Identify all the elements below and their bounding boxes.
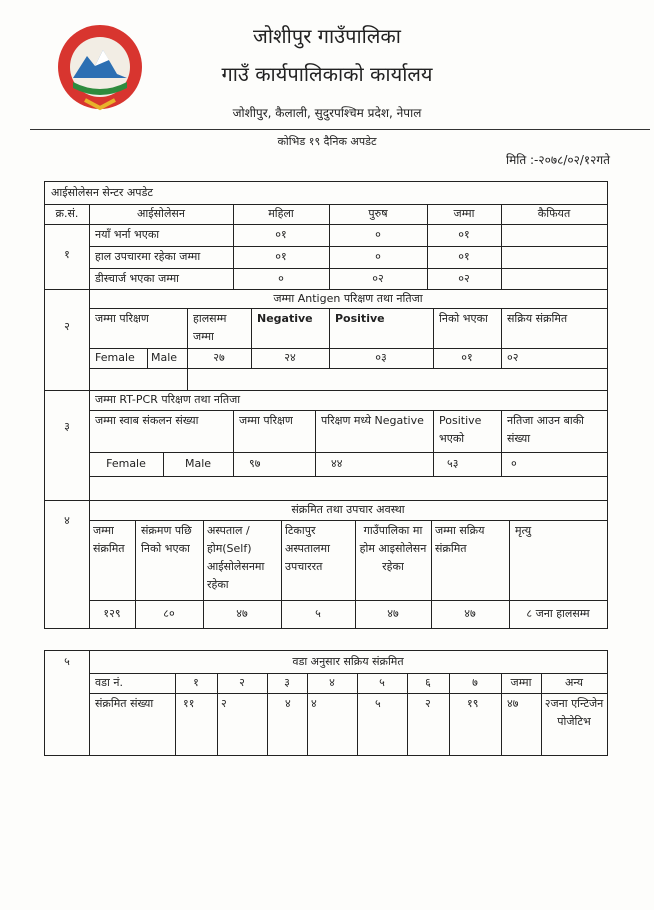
- office-name: गाउँ कार्यपालिकाको कार्यालय: [221, 62, 433, 86]
- col-header-ward-number: ७: [472, 676, 478, 689]
- col-header: गाउँपालिका मा होम आइसोलेसन रहेका: [359, 524, 427, 573]
- row-label: हाल उपचारमा रहेका जम्मा: [95, 250, 201, 263]
- male-label: Male: [184, 457, 212, 470]
- col-header: मृत्यु: [515, 524, 532, 537]
- cell-value: ०२: [372, 272, 384, 285]
- row-label: डीस्चार्ज भएका जम्मा: [95, 272, 179, 285]
- col-header-male: पुरुष: [368, 207, 388, 220]
- cell-value: २: [425, 697, 431, 710]
- cell-value: १९: [467, 697, 479, 710]
- cell-value: ११: [183, 697, 195, 710]
- serial-number: ४: [64, 514, 70, 527]
- cell-value: ४७: [236, 607, 248, 620]
- cell-value: २७: [213, 351, 225, 364]
- cell-value: ४: [285, 697, 291, 710]
- cell-value: १२९: [103, 607, 121, 620]
- col-header-ward-number: ६: [425, 676, 431, 689]
- col-header: जम्मा स्वाब संकलन संख्या: [95, 414, 199, 427]
- row-label: नयाँ भर्ना भएका: [95, 228, 160, 241]
- cell-value: ५: [315, 607, 321, 620]
- cell-value: ४७: [464, 607, 476, 620]
- col-header: हालसम्म जम्मा: [193, 312, 227, 343]
- col-header: Positive: [335, 312, 385, 325]
- cell-value: ०१: [275, 228, 287, 241]
- cell-value: ४४: [331, 457, 343, 470]
- col-header-ward: वडा नं.: [95, 676, 123, 689]
- report-date: मिति :-२०७८/०२/१२गते: [505, 153, 610, 167]
- section-title: जम्मा Antigen परिक्षण तथा नतिजा: [273, 292, 423, 305]
- cell-value: ०१: [275, 250, 287, 263]
- section-title: संक्रमित तथा उपचार अवस्था: [291, 503, 405, 516]
- cell-value: ८०: [163, 607, 175, 620]
- col-header: जम्मा परिक्षण: [95, 312, 149, 325]
- cell-value: ०: [375, 250, 381, 263]
- isolation-update-table: [44, 181, 608, 629]
- col-header: निको भएका: [439, 312, 488, 325]
- col-header-ward-number: ३: [284, 676, 290, 689]
- col-header-total: जम्मा: [453, 207, 475, 220]
- report-title: कोभिड १९ दैनिक अपडेट: [277, 135, 377, 148]
- ward-active-cases-table: [44, 650, 608, 756]
- cell-value: ४७: [507, 697, 519, 710]
- cell-value: ०१: [461, 351, 473, 364]
- section-title: जम्मा RT-PCR परिक्षण तथा नतिजा: [95, 393, 241, 406]
- col-header: Positive भएको: [439, 414, 482, 445]
- col-header-remarks: कैफियत: [537, 207, 571, 220]
- serial-number: १: [64, 248, 70, 261]
- cell-value: ०२: [458, 272, 470, 285]
- cell-value: ८ जना हालसम्म: [526, 607, 590, 620]
- cell-value: ०: [511, 457, 517, 470]
- col-header: जम्मा संक्रमित: [93, 524, 125, 555]
- serial-number: ३: [64, 420, 70, 433]
- section-title: वडा अनुसार सक्रिय संक्रमित: [292, 655, 404, 668]
- col-header: जम्मा परिक्षण: [239, 414, 293, 427]
- cell-value: ०१: [458, 228, 470, 241]
- col-header-female: महिला: [268, 207, 294, 220]
- cell-value: २४: [284, 351, 296, 364]
- cell-value: ९७: [249, 457, 261, 470]
- col-header-sn: क्र.सं.: [55, 207, 79, 220]
- col-header-ward-number: १: [193, 676, 199, 689]
- address: जोशीपुर, कैलाली, सुदुरपश्चिम प्रदेश, नेपाल: [232, 106, 422, 120]
- cell-value: ४: [311, 697, 317, 710]
- cell-value: ०: [278, 272, 284, 285]
- col-header-isolation: आईसोलेसन: [137, 207, 185, 220]
- female-label: Female: [106, 457, 146, 470]
- cell-value: २: [221, 697, 227, 710]
- page-title: जोशीपुर गाउँपालिका: [253, 24, 401, 48]
- female-label: Female: [95, 351, 135, 364]
- col-header-total: जम्मा: [510, 676, 532, 689]
- table-caption: आईसोलेसन सेन्टर अपडेट: [51, 186, 153, 199]
- col-header-ward-number: २: [239, 676, 245, 689]
- col-header: जम्मा सक्रिय संक्रमित: [435, 524, 485, 555]
- cell-value: ०२: [507, 351, 519, 364]
- cell-value: २जना एन्टिजेन पोजेटिभ: [544, 697, 604, 728]
- col-header: संक्रमण पछि निको भएका: [141, 524, 192, 555]
- cell-value: ०३: [375, 351, 387, 364]
- male-label: Male: [151, 351, 178, 364]
- row-label: संक्रमित संख्या: [95, 697, 154, 710]
- col-header-ward-number: ५: [379, 676, 385, 689]
- col-header: अस्पताल /होम(Self) आईसोलेसनमा रहेका: [207, 524, 265, 591]
- header-divider: [30, 129, 650, 130]
- serial-number: २: [64, 320, 70, 333]
- col-header: टिकापुर अस्पतालमा उपचाररत: [285, 524, 330, 573]
- col-header-ward-number: ४: [329, 676, 335, 689]
- col-header: नतिजा आउन बाकी संख्या: [507, 414, 585, 445]
- col-header: सक्रिय संक्रमित: [507, 312, 568, 325]
- serial-number: ५: [64, 655, 70, 668]
- cell-value: ५: [375, 697, 381, 710]
- cell-value: ०: [375, 228, 381, 241]
- col-header-other: अन्य: [564, 676, 584, 689]
- cell-value: ४७: [387, 607, 399, 620]
- cell-value: ०१: [458, 250, 470, 263]
- cell-value: ५३: [447, 457, 459, 470]
- col-header: परिक्षण मध्ये Negative: [321, 414, 424, 427]
- col-header: Negative: [257, 312, 313, 325]
